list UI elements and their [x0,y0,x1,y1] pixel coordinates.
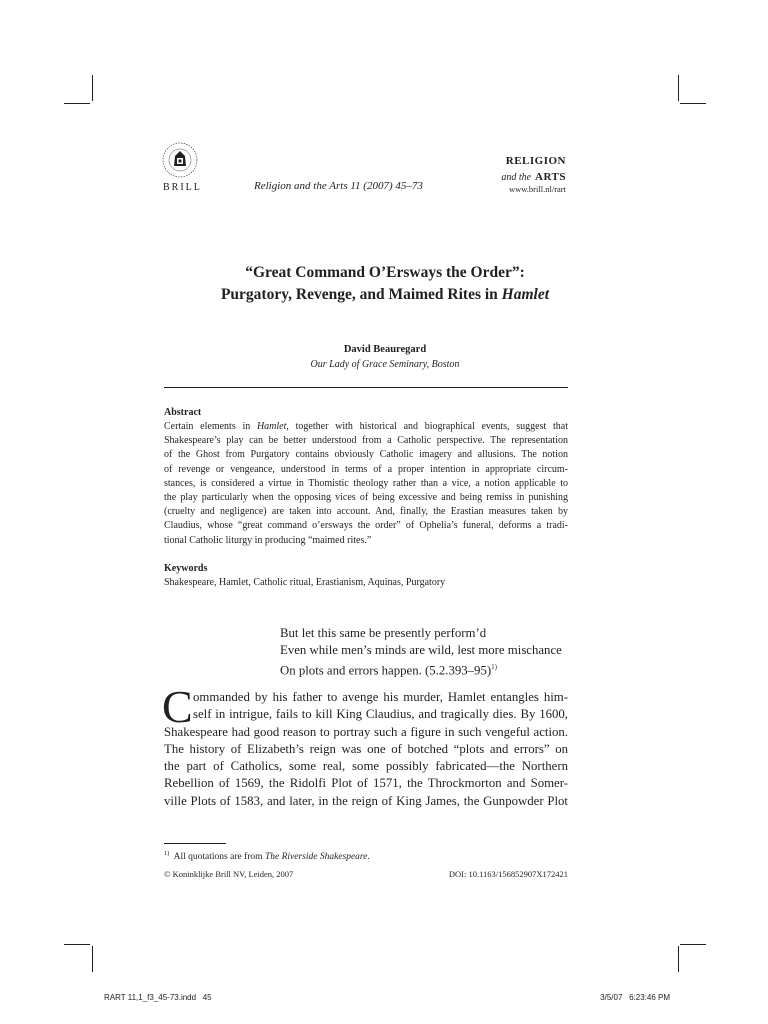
drop-cap: C [162,681,193,732]
article-title [100,262,670,306]
slug-file: RART 11,1_f3_45-73.indd 45 [104,993,212,1002]
body-line: the part of Catholics, some real, some possibly fabricated—the Northern [164,759,568,774]
publisher-name: BRILL [163,182,202,193]
epigraph-line: Even while men’s minds are wild, lest more mischance [280,643,562,657]
epigraph-line: On plots and errors happen. $(5.2.393-95)^{1)}$ [280,663,497,678]
epigraph-line: But let this same be presently perform’d [280,626,487,640]
epigraph [280,625,562,679]
body-line: Shakespeare had good reason to portray such a figure in such vengeful action. [164,724,568,739]
footnote-title: The Riverside Shakespeare [264,852,368,863]
footnote-marker: 1) [164,850,170,857]
crop-mark [678,75,679,101]
crop-mark [92,946,93,972]
abstract-line: Shakespeare’s play can be better understood from a Catholic perspective. The representation [164,435,568,447]
brill-seal-icon [160,140,200,180]
body-text [162,681,568,810]
abstract-line: the play particularly when the opposing vices of being excessive and being remiss in punishing [164,492,568,504]
journal-masthead [506,155,566,167]
abstract-line: (cruelty and negligence) are taken into account. And, finally, the Erastian measures taken by [164,506,568,518]
doi[interactable]: DOI: 10.1163/156852907X172421 [448,869,568,879]
abstract-heading: Abstract [164,407,202,418]
keywords-text: Shakespeare, Hamlet, Catholic ritual, Erastianism, Aquinas, Purgatory [164,577,446,588]
title-line-2-text: Purgatory, Revenge, and Maimed Rites in [220,286,502,303]
abstract-line: stances, is considered a virtue in Thomistic theology rather than a vice, a notion applicable to [164,477,568,489]
title-rule [164,387,568,388]
abstract-line: Claudius, whose “great command o’ersways the order” of Ophelia’s funeral, deforms a tradi- [164,520,568,532]
footnote: $^{1)}$ All quotations are from The Riverside Shakespeare. [164,850,370,863]
crop-mark [680,103,706,104]
body-line: The history of Elizabeth’s reign was one of botched “plots and errors” on [164,741,568,756]
journal-citation: Religion and the Arts 11 (2007) 45–73 [254,180,423,192]
crop-mark [678,946,679,972]
masthead-arts: ARTS [535,171,566,183]
crop-mark [92,75,93,101]
author-name: David Beauregard [343,344,427,355]
body-line: self in intrigue, fails to kill King Claudius, and tragically dies. By 1600, [193,707,568,722]
abstract-text [164,420,568,548]
title-hamlet: Hamlet [501,286,550,303]
keywords-heading: Keywords [164,563,208,574]
masthead-and: and the [501,172,532,183]
title-line-1: “Great Command O’Ersways the Order”: [245,264,525,281]
crop-mark [680,944,706,945]
masthead-and-arts [501,167,566,185]
abstract-line: tional Catholic liturgy in producing “maimed rites.” [164,534,372,546]
crop-mark [64,944,90,945]
abstract-line: of the Ghost from Purgatory contains obviously Catholic imagery and allusions. The notion [164,449,568,461]
slug-datetime: 3/5/07 6:23:46 PM [600,993,670,1002]
abstract-line: of revenge or vengeance, understood in terms of a proper intention in appropriate circum- [164,463,568,475]
copyright-notice: © Koninklijke Brill NV, Leiden, 2007 [164,869,294,879]
body-line: Rebellion of 1569, the Ridolfi Plot of 1571, the Throckmorton and Somer- [164,776,568,791]
body-line: ommanded by his father to avenge his murder, Hamlet entangles him- [193,690,568,704]
journal-url[interactable]: www.brill.nl/rart [508,184,566,194]
epigraph-note-marker[interactable]: 1) [491,663,497,671]
crop-mark [64,103,90,104]
footnote-rule [164,843,226,844]
masthead-religion: RELIGION [505,155,566,167]
title-line-2 [100,284,670,306]
body-line: ville Plots of 1583, and later, in the reign of King James, the Gunpowder Plot [164,793,568,808]
author-affiliation: Our Lady of Grace Seminary, Boston [310,359,460,370]
brill-logo [160,140,200,180]
abstract-line: Certain elements in Hamlet, together with historical and biographical events, suggest that [164,421,568,432]
